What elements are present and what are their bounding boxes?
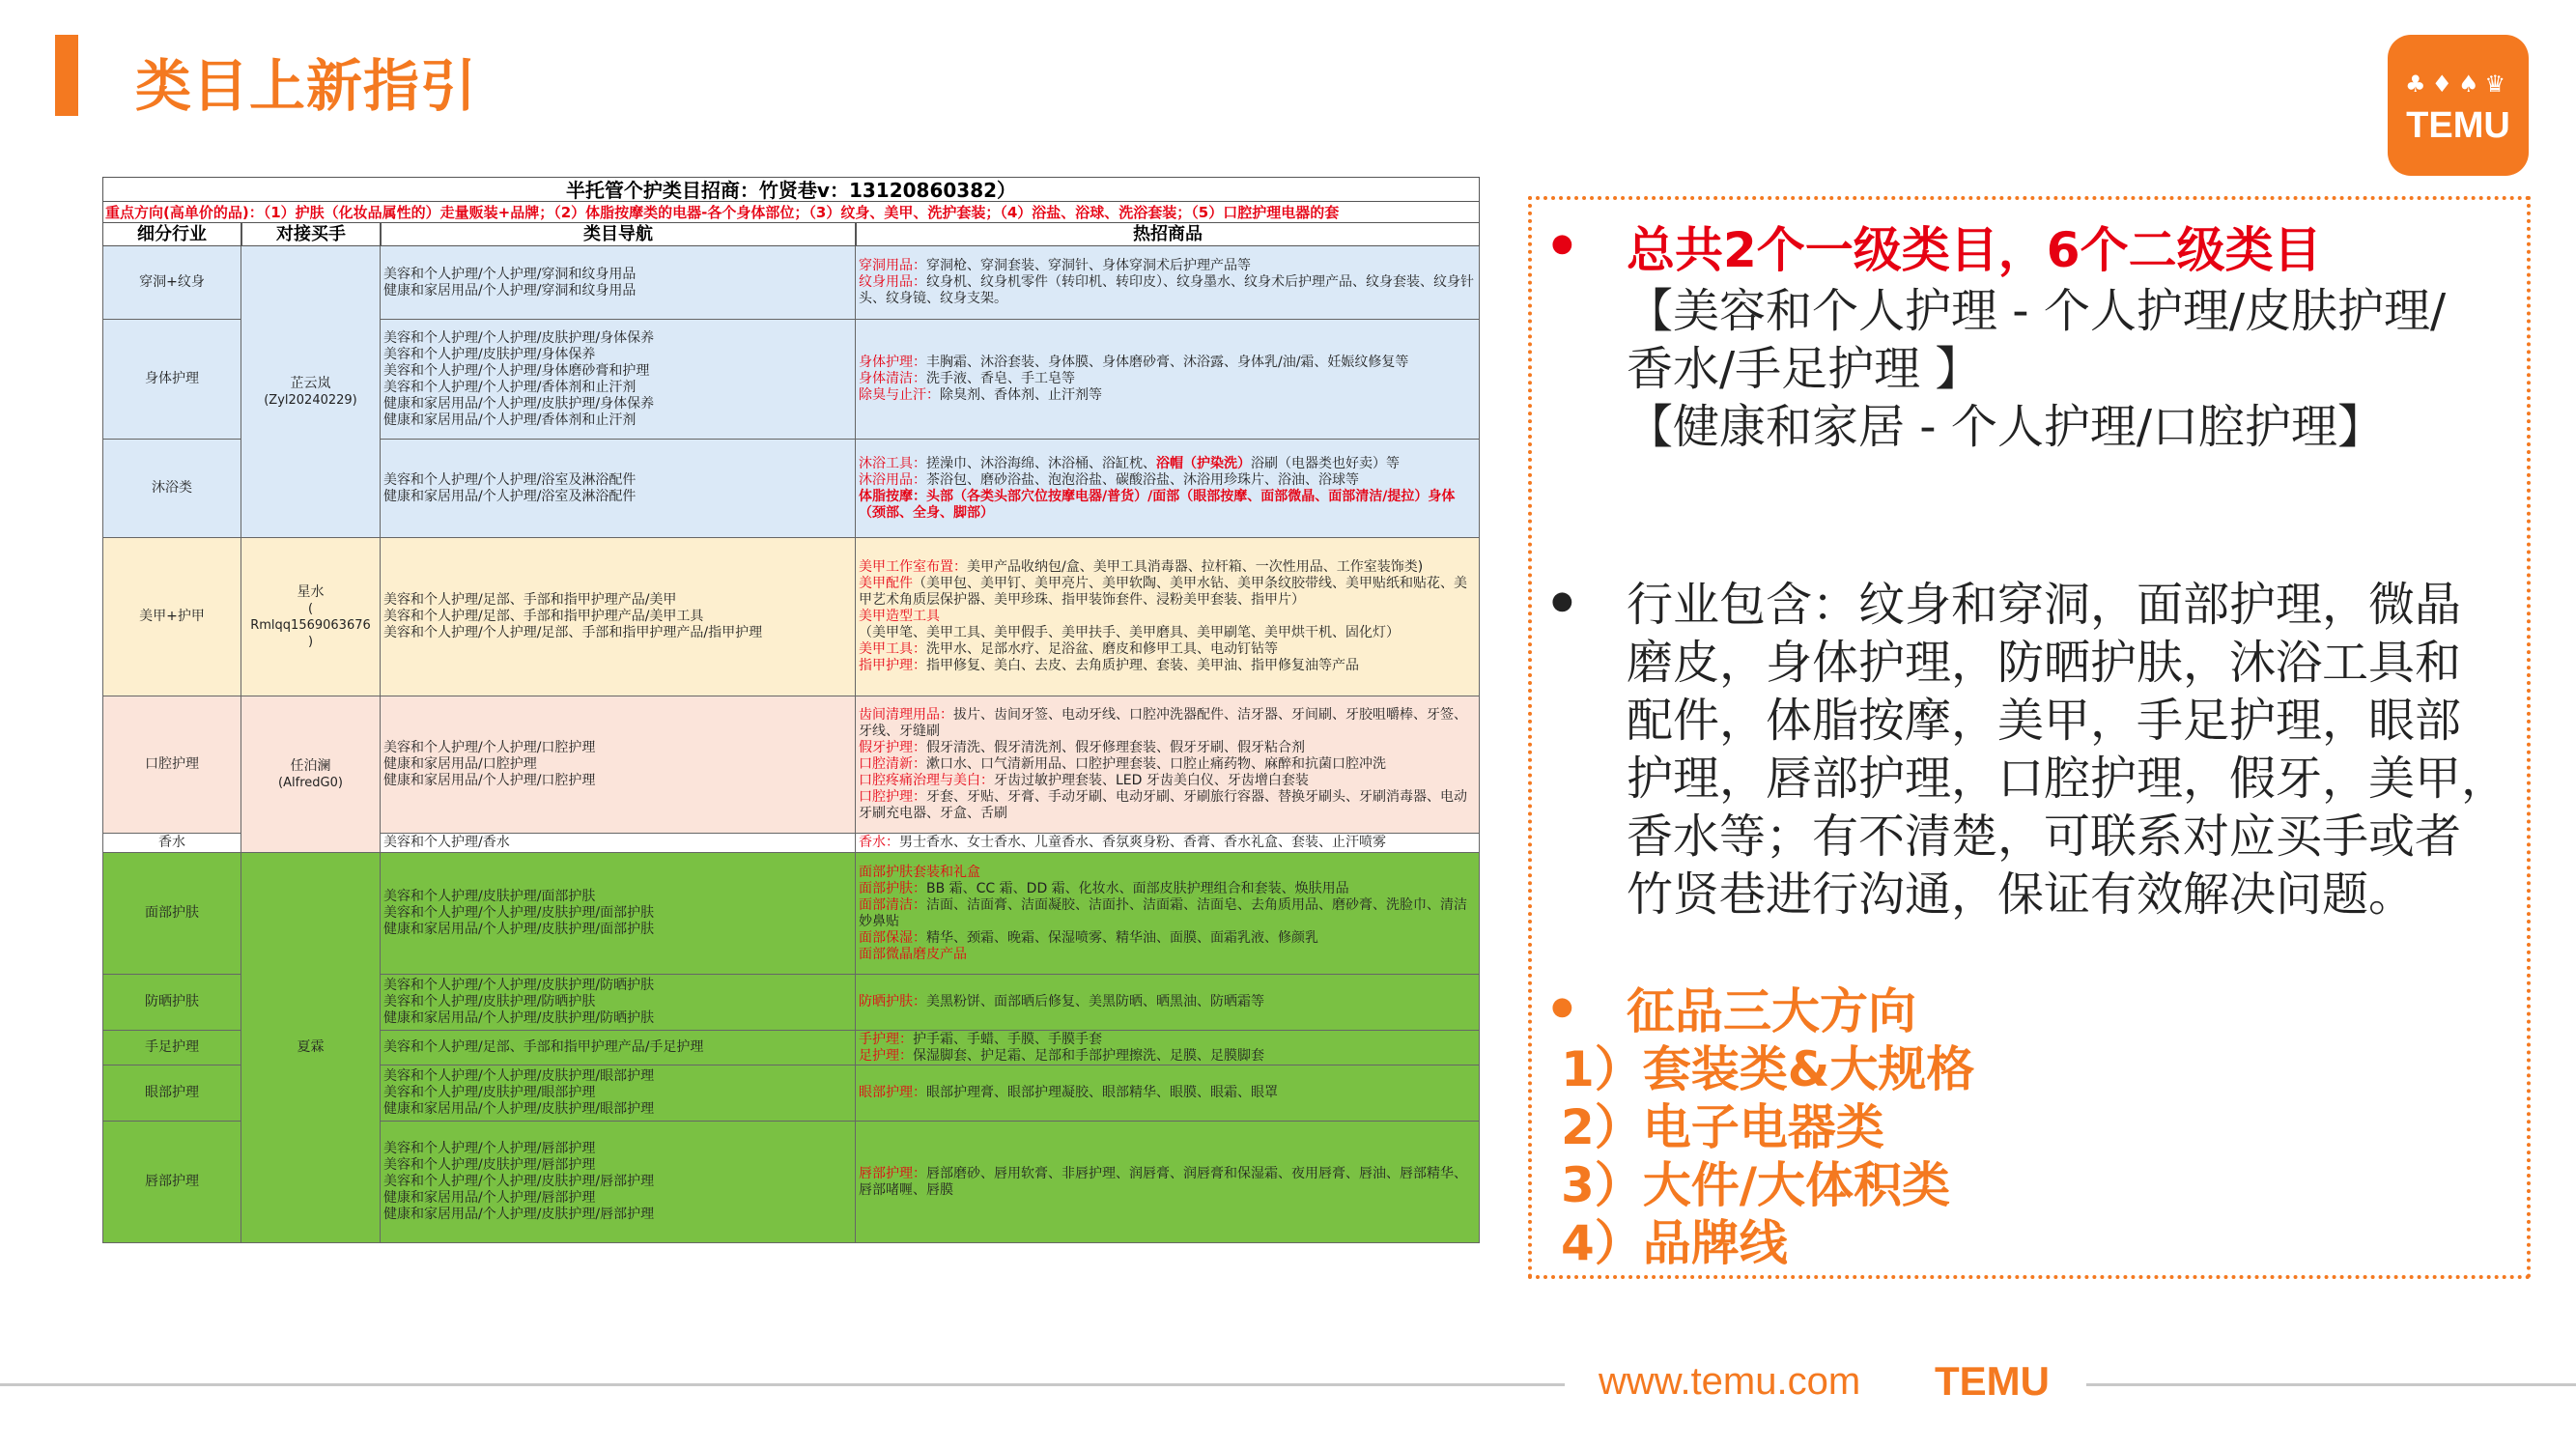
table-cell-hot (856, 696, 1480, 834)
footer-brand: TEMU (1935, 1358, 2050, 1404)
hot-item-highlight: 浴帽（护染洗） (1156, 455, 1251, 471)
table-cell-nav (381, 1122, 856, 1243)
hot-item (859, 1048, 1476, 1065)
table-cell-nav (381, 975, 856, 1031)
hot-item (859, 740, 1476, 756)
hot-item (859, 835, 1476, 851)
table-cell-category: 唇部护理 (102, 1122, 241, 1243)
nav-path: 美容和个人护理/皮肤护理/身体保养 (383, 346, 596, 362)
hot-item (859, 258, 1476, 274)
industry-line-6: 竹贤巷进行沟通，保证有效解决问题。 (1627, 867, 2416, 922)
nav-path: 美容和个人护理/个人护理/皮肤护理/防晒护肤 (383, 978, 655, 993)
table-cell-category: 穿洞+纹身 (102, 246, 241, 320)
nav-path: 健康和家居用品/个人护理/香体剂和止汗剂 (383, 412, 637, 428)
hot-item (859, 658, 1476, 674)
hot-item (859, 789, 1476, 822)
nav-path: 健康和家居用品/个人护理/皮肤护理/眼部护理 (383, 1101, 655, 1117)
table-cell-nav (381, 538, 856, 696)
hot-item (859, 274, 1476, 307)
table-cell-category: 身体护理 (102, 320, 241, 440)
hot-item-label: 齿间清理用品： (859, 707, 953, 723)
table-cell-nav (381, 246, 856, 320)
table-cell-category: 眼部护理 (102, 1065, 241, 1122)
hot-item-text: 洁面、洁面膏、洁面凝胶、洁面扑、洁面霜、洁面皂、去角质用品、磨砂膏、洗脸巾、清洁妙鼻贴 (859, 896, 1467, 929)
hot-item-text: 洗甲水、足部水疗、足浴盆、磨皮和修甲工具、电动钉钻等 (926, 641, 1278, 657)
nav-path: 美容和个人护理/个人护理/香体剂和止汗剂 (383, 379, 637, 395)
buyer-name: 芷云岚 (290, 375, 331, 391)
table-cell-nav (381, 440, 856, 538)
direction-item-1: 1）套装类&大规格 (1561, 1041, 1975, 1097)
buyer-name: 夏霖 (297, 1039, 325, 1055)
hot-item-label: 身体护理： (859, 355, 926, 370)
hot-item (859, 773, 1476, 789)
hot-item-text: 美甲产品收纳包/盒、美甲工具消毒器、拉杆箱、一次性用品、工作室装饰类) (967, 559, 1424, 575)
table-cell-hot (856, 320, 1480, 440)
hot-item-label: 面部微晶磨皮产品 (859, 946, 967, 962)
hot-item (859, 756, 1476, 773)
hot-item-label: 身体清洁： (859, 371, 926, 386)
table-title: 半托管个护类目招商：竹贤巷v：13120860382） (102, 177, 1480, 202)
hot-item (859, 387, 1476, 404)
summary-title: 总共2个一级类目，6个二级类目 (1627, 222, 2322, 278)
table-cell-category: 沐浴类 (102, 440, 241, 538)
col-header-hot: 热招商品 (856, 223, 1480, 246)
table-cell-nav (381, 1065, 856, 1122)
col-header-buyer: 对接买手 (241, 223, 381, 246)
logo-text: TEMU (2406, 105, 2510, 146)
hot-item-label: 假牙护理： (859, 740, 926, 755)
nav-path: 美容和个人护理/足部、手部和指甲护理产品/美甲工具 (383, 609, 704, 624)
table-cell-hot (856, 834, 1480, 853)
hot-item-text: 拔片、齿间牙签、电动牙线、口腔冲洗器配件、洁牙器、牙间刷、牙胶咀嚼棒、牙签、牙线、牙缝刷 (859, 707, 1467, 739)
nav-path: 美容和个人护理/皮肤护理/唇部护理 (383, 1157, 596, 1173)
hot-item-text: 指甲修复、美白、去皮、去角质护理、套装、美甲油、指甲修复油等产品 (926, 658, 1359, 673)
bullet-icon: ● (1551, 992, 1573, 1021)
table-cell-nav (381, 320, 856, 440)
hot-item-text: 浴刷（电器类也好卖）等 (1251, 455, 1400, 471)
hot-item-text: （美甲笔、美甲工具、美甲假手、美甲扶手、美甲磨具、美甲刷笔、美甲烘干机、固化灯） (859, 625, 1400, 640)
footer-divider (0, 1383, 1565, 1386)
nav-path: 美容和个人护理/个人护理/穿洞和纹身用品 (383, 266, 637, 282)
buyer-id: (AlfredG0) (278, 775, 343, 790)
industry-line-5: 香水等；有不清楚，可联系对应买手或者 (1627, 810, 2462, 864)
hot-item-label: 穿洞用品： (859, 258, 926, 273)
hot-item (859, 1166, 1476, 1199)
nav-path: 美容和个人护理/皮肤护理/眼部护理 (383, 1085, 596, 1100)
hot-item-text: 牙齿过敏护理套装、LED 牙齿美白仪、牙齿增白套装 (994, 773, 1309, 788)
table-cell-category: 手足护理 (102, 1031, 241, 1065)
nav-path: 美容和个人护理/香水 (383, 835, 510, 850)
hot-item-text: 假牙清洗、假牙清洗剂、假牙修理套装、假牙牙刷、假牙粘合剂 (926, 740, 1305, 755)
hot-item-label: 口腔清新： (859, 756, 926, 772)
buyer-name: 任泊澜 (290, 757, 331, 774)
table-cell-hot (856, 1122, 1480, 1243)
hot-item-label: 沐浴工具： (859, 455, 926, 471)
table-cell-category: 防晒护肤 (102, 975, 241, 1031)
industry-line-3: 配件，体脂按摩，美甲，手足护理，眼部 (1627, 694, 2462, 748)
hot-item (859, 947, 1476, 963)
hot-item (859, 865, 1476, 881)
page-title: 类目上新指引 (135, 53, 478, 119)
nav-path: 健康和家居用品/个人护理/口腔护理 (383, 773, 596, 788)
hot-item (859, 609, 1476, 641)
hot-item (859, 489, 1476, 522)
hot-item-label: 纹身用品： (859, 274, 926, 290)
buyer-id: ( Rmlqq1569063676 ) (250, 601, 371, 649)
nav-path: 美容和个人护理/个人护理/皮肤护理/身体保养 (383, 329, 655, 346)
hot-item-text: 穿洞枪、穿洞套装、穿洞针、身体穿洞术后护理产品等 (926, 258, 1251, 273)
hot-item (859, 994, 1476, 1010)
nav-path: 美容和个人护理/个人护理/口腔护理 (383, 740, 596, 755)
hot-item (859, 930, 1476, 947)
table-cell-hot (856, 975, 1480, 1031)
nav-path: 健康和家居用品/个人护理/唇部护理 (383, 1190, 596, 1206)
industry-line-4: 护理，唇部护理，口腔护理，假牙，美甲， (1627, 752, 2508, 806)
nav-path: 美容和个人护理/足部、手部和指甲护理产品/手足护理 (383, 1039, 704, 1055)
hot-item (859, 707, 1476, 740)
hot-item-label: 指甲护理： (859, 658, 926, 673)
hot-item-label: 防晒护肤： (859, 994, 926, 1009)
hot-item (859, 456, 1476, 472)
hot-item (859, 897, 1476, 930)
nav-path: 美容和个人护理/个人护理/皮肤护理/眼部护理 (383, 1068, 655, 1084)
hot-item-text: 丰胸霜、沐浴套装、身体膜、身体磨砂膏、沐浴露、身体乳/油/霜、妊娠纹修复等 (926, 355, 1409, 370)
direction-title: 征品三大方向 (1627, 983, 1916, 1039)
hot-item-label: 美甲造型工具 (859, 609, 940, 624)
nav-path: 健康和家居用品/个人护理/穿洞和纹身用品 (383, 282, 637, 298)
hot-item-text: 牙套、牙贴、牙膏、手动牙刷、电动牙刷、牙刷旅行容器、替换牙刷头、牙刷消毒器、电动牙刷充电器、牙盒、舌刷 (859, 789, 1467, 821)
hot-item-label: 面部保湿： (859, 929, 926, 946)
hot-item (859, 355, 1476, 371)
hot-item (859, 641, 1476, 658)
buyer-id: (Zyl20240229) (264, 392, 357, 408)
summary-line-1: 【美容和个人护理 - 个人护理/皮肤护理/ (1627, 284, 2447, 338)
hot-item (859, 881, 1476, 897)
nav-path: 健康和家居用品/口腔护理 (383, 756, 537, 772)
direction-item-2: 2）电子电器类 (1561, 1099, 1884, 1155)
col-header-industry: 细分行业 (102, 223, 241, 246)
table-cell-nav (381, 696, 856, 834)
hot-item (859, 576, 1476, 609)
nav-path: 美容和个人护理/皮肤护理/防晒护肤 (383, 994, 596, 1009)
hot-item-label: 手护理： (859, 1031, 913, 1047)
summary-line-2: 香水/手足护理 】 (1627, 342, 1982, 396)
hot-item-label: 面部护肤套装和礼盒 (859, 864, 980, 880)
hot-item (859, 559, 1476, 576)
hot-item-label: 眼部护理： (859, 1085, 926, 1100)
footer-url[interactable]: www.temu.com (1599, 1360, 1861, 1403)
hot-item (859, 1032, 1476, 1048)
hot-item-label: 美甲配件 (859, 576, 913, 591)
title-accent-bar (55, 35, 78, 116)
direction-item-4: 4）品牌线 (1561, 1215, 1788, 1271)
hot-item (859, 371, 1476, 387)
hot-item-text: 保湿脚套、护足霜、足部和手部护理擦洗、足膜、足膜脚套 (913, 1047, 1264, 1064)
hot-item-label: 除臭与止汗： (859, 387, 940, 403)
hot-item (859, 472, 1476, 489)
hot-item-label: 沐浴用品： (859, 471, 926, 488)
table-cell-buyer (241, 538, 381, 696)
buyer-name: 星水 (297, 583, 325, 600)
table-cell-hot (856, 1031, 1480, 1065)
footer-divider (2086, 1383, 2576, 1386)
hot-item-text: 除臭剂、香体剂、止汗剂等 (940, 387, 1102, 403)
hot-item-text: 精华、颈霜、晚霜、保湿喷雾、精华油、面膜、面霜乳液、修颜乳 (926, 929, 1318, 946)
table-cell-nav (381, 853, 856, 975)
table-cell-buyer (241, 853, 381, 1243)
nav-path: 健康和家居用品/个人护理/皮肤护理/唇部护理 (383, 1207, 655, 1222)
hot-item-text: 美黑粉饼、面部晒后修复、美黑防晒、晒黑油、防晒霜等 (926, 994, 1264, 1009)
hot-item-text: 洗手液、香皂、手工皂等 (926, 371, 1075, 386)
nav-path: 美容和个人护理/皮肤护理/面部护肤 (383, 889, 596, 904)
nav-path: 健康和家居用品/个人护理/皮肤护理/身体保养 (383, 395, 655, 412)
col-header-nav: 类目导航 (381, 223, 856, 246)
table-cell-category: 面部护肤 (102, 853, 241, 975)
table-cell-category: 口腔护理 (102, 696, 241, 834)
nav-path: 美容和个人护理/个人护理/身体磨砂膏和护理 (383, 362, 650, 379)
industry-line-2: 磨皮，身体护理，防晒护肤，沐浴工具和 (1627, 636, 2462, 690)
nav-path: 健康和家居用品/个人护理/皮肤护理/防晒护肤 (383, 1010, 655, 1026)
hot-item-label: 口腔疼痛治理与美白： (859, 773, 994, 788)
hot-item-label: 足护理： (859, 1047, 913, 1064)
table-cell-hot (856, 440, 1480, 538)
bullet-icon: ● (1551, 229, 1573, 258)
hot-item-text: 茶浴包、磨砂浴盐、泡泡浴盐、碳酸浴盐、沐浴用珍珠片、浴油、浴球等 (926, 471, 1359, 488)
hot-item-text: 纹身机、纹身机零件（转印机、转印皮）、纹身墨水、纹身术后护理产品、纹身套装、纹身针头、纹身镜、纹身支架。 (859, 274, 1474, 306)
table-cell-category: 美甲+护甲 (102, 538, 241, 696)
nav-path: 美容和个人护理/足部、手部和指甲护理产品/美甲 (383, 592, 677, 608)
hot-item-label: 香水： (859, 835, 899, 850)
nav-path: 美容和个人护理/个人护理/唇部护理 (383, 1141, 596, 1156)
category-table (102, 177, 1480, 1276)
hot-item-text: （美甲包、美甲钉、美甲亮片、美甲软陶、美甲水钻、美甲条纹胶带线、美甲贴纸和贴花、美甲艺术角质层保护器、美甲珍珠、指甲装饰套件、浸粉美甲套装、指甲片） (859, 576, 1467, 608)
nav-path: 美容和个人护理/个人护理/足部、手部和指甲护理产品/指甲护理 (383, 625, 763, 640)
nav-path: 美容和个人护理/个人护理/皮肤护理/面部护肤 (383, 905, 655, 921)
summary-panel (1528, 196, 2531, 1279)
nav-path: 美容和个人护理/个人护理/浴室及淋浴配件 (383, 471, 637, 488)
table-cell-nav (381, 834, 856, 853)
hot-item-label: 美甲工作室布置： (859, 559, 967, 575)
bullet-icon: ● (1551, 586, 1573, 615)
temu-logo (2388, 35, 2529, 176)
hot-item-text: 唇部磨砂、唇用软膏、非唇护理、润唇膏、润唇膏和保湿霜、夜用唇膏、唇油、唇部精华、唇部啫喱、唇膜 (859, 1165, 1467, 1198)
table-cell-category: 香水 (102, 834, 241, 853)
hot-item-label: 体脂按摩：头部（各类头部穴位按摩电器/普货）/面部（眼部按摩、面部微晶、面部清洁/提拉）身体（颈部、全身、脚部） (859, 488, 1456, 521)
nav-path: 健康和家居用品/个人护理/皮肤护理/面部护肤 (383, 922, 655, 937)
table-cell-nav (381, 1031, 856, 1065)
hot-item-text: 搓澡巾、沐浴海绵、沐浴桶、浴缸枕、 (926, 455, 1156, 471)
hot-item-label: 口腔护理： (859, 789, 926, 805)
hot-item-text: 护手霜、手蜡、手膜、手膜手套 (913, 1031, 1102, 1047)
hot-item-label: 面部清洁： (859, 896, 926, 913)
nav-path: 美容和个人护理/个人护理/皮肤护理/唇部护理 (383, 1174, 655, 1189)
table-cell-hot (856, 246, 1480, 320)
table-focus-note: 重点方向(高单价的品)：（1）护肤（化妆品属性的）走量贩装+品牌；（2）体脂按摩类的电器-各个身体部位；（3）纹身、美甲、洗护套装；（4）浴盐、浴球、洗浴套装；（5）口腔护理电器的套 (102, 202, 1480, 223)
hot-item-label: 美甲工具： (859, 641, 926, 657)
industry-line-1: 行业包含：纹身和穿洞，面部护理，微晶 (1627, 578, 2462, 632)
table-cell-hot (856, 853, 1480, 975)
hot-item-label: 面部护肤： (859, 880, 926, 896)
hot-item-label: 唇部护理： (859, 1165, 926, 1181)
direction-item-3: 3）大件/大体积类 (1561, 1157, 1951, 1213)
table-cell-hot (856, 1065, 1480, 1122)
table-cell-hot (856, 538, 1480, 696)
hot-item-text: 男士香水、女士香水、儿童香水、香氛爽身粉、香膏、香水礼盒、套装、止汗喷雾 (899, 835, 1386, 850)
logo-icons: ♣♦♠♛ (2404, 71, 2512, 98)
table-cell-buyer (241, 696, 381, 853)
hot-item-text: 眼部护理膏、眼部护理凝胶、眼部精华、眼膜、眼霜、眼罩 (926, 1085, 1278, 1100)
nav-path: 健康和家居用品/个人护理/浴室及淋浴配件 (383, 488, 637, 504)
hot-item (859, 1085, 1476, 1101)
summary-line-3: 【健康和家居 - 个人护理/口腔护理】 (1627, 400, 2385, 454)
table-cell-buyer (241, 246, 381, 538)
hot-item-text: BB 霜、CC 霜、DD 霜、化妆水、面部皮肤护理组合和套装、焕肤用品 (926, 880, 1349, 896)
hot-item-text: 漱口水、口气清新用品、口腔护理套装、口腔止痛药物、麻醉和抗菌口腔冲洗 (926, 756, 1386, 772)
